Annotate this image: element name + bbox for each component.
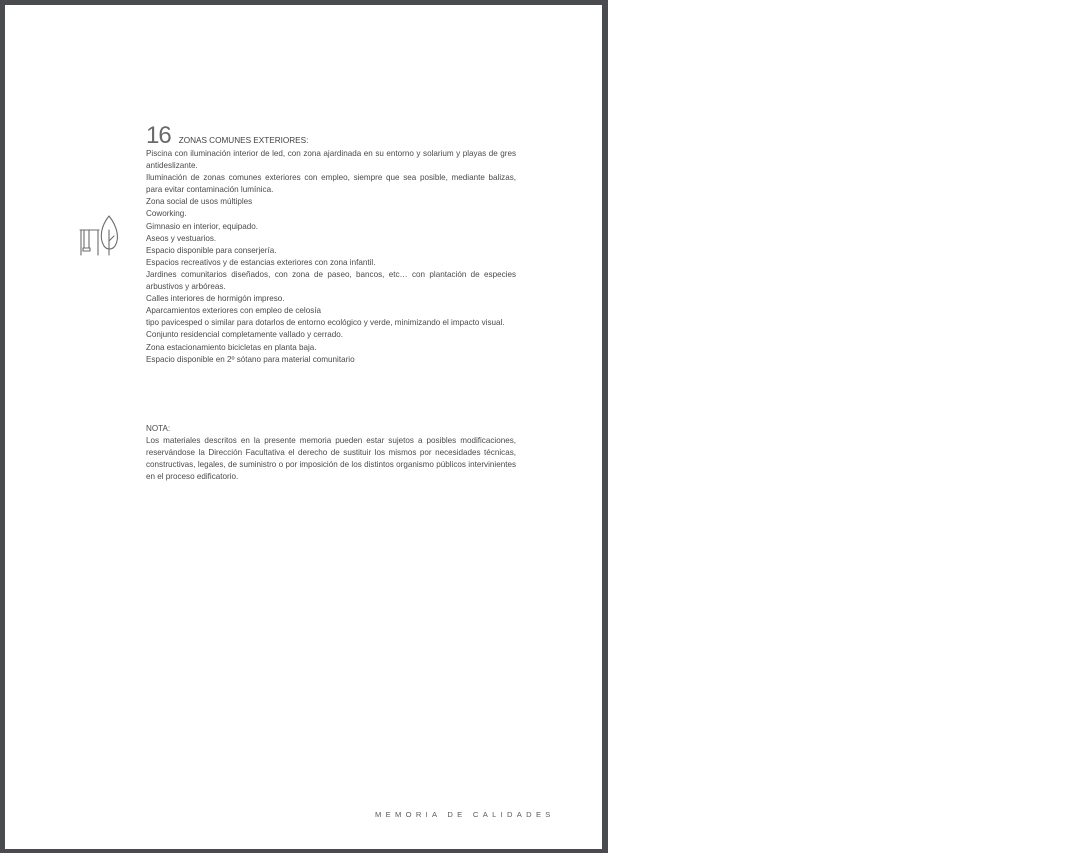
section-heading [146,123,516,148]
page-footer: MEMORIA DE CALIDADES [375,810,555,819]
list-item: Espacio disponible en 2º sótano para material comunitario [146,354,355,364]
list-item: Coworking. [146,209,187,219]
section-number: 16 [146,122,171,149]
list-item: Jardines comunitarios diseñados, con zona de paseo, bancos, etc… con plantación de especies arbustivos y arbóreas. [146,269,516,292]
list-item: Espacios recreativos y de estancias exteriores con zona infantil. [146,257,376,267]
list-item: Zona estacionamiento bicicletas en planta baja. [146,342,317,352]
list-item: Espacio disponible para conserjería. [146,245,277,255]
list-item: Zona social de usos múltiples [146,197,253,207]
list-item: Piscina con iluminación interior de led, con zona ajardinada en su entorno y solarium y playas de gres antideslizante. [146,149,516,171]
document-page [5,5,602,849]
section-title: ZONAS COMUNES EXTERIORES: [178,136,309,145]
list-item: Calles interiores de hormigón impreso. [146,294,285,304]
note-label: NOTA: [146,424,171,433]
note-block [146,423,516,483]
playground-swing-tree-icon [79,208,123,258]
section-content [146,123,516,366]
list-item: Aparcamientos exteriores con empleo de celosía [146,306,322,316]
list-item: tipo pavicesped o similar para dotarlos de entorno ecológico y verde, minimizando el impacto visual. [146,318,505,328]
list-item: Iluminación de zonas comunes exteriores con empleo, siempre que sea posible, mediante balizas, para evitar contaminación lumínica. [146,173,516,195]
list-item: Conjunto residencial completamente vallado y cerrado. [146,330,344,340]
list-item: Gimnasio en interior, equipado. [146,221,259,231]
note-text: Los materiales descritos en la presente memoria pueden estar sujetos a posibles modificaciones, reservándose la Dirección Facultativa el derecho de sustituir los mismos por necesidades técnicas, constructivas, legales, de suministro o por imposición de los distintos organismo públicos intervinientes en el proceso edificatorio. [146,436,516,482]
list-item: Aseos y vestuarios. [146,233,217,243]
